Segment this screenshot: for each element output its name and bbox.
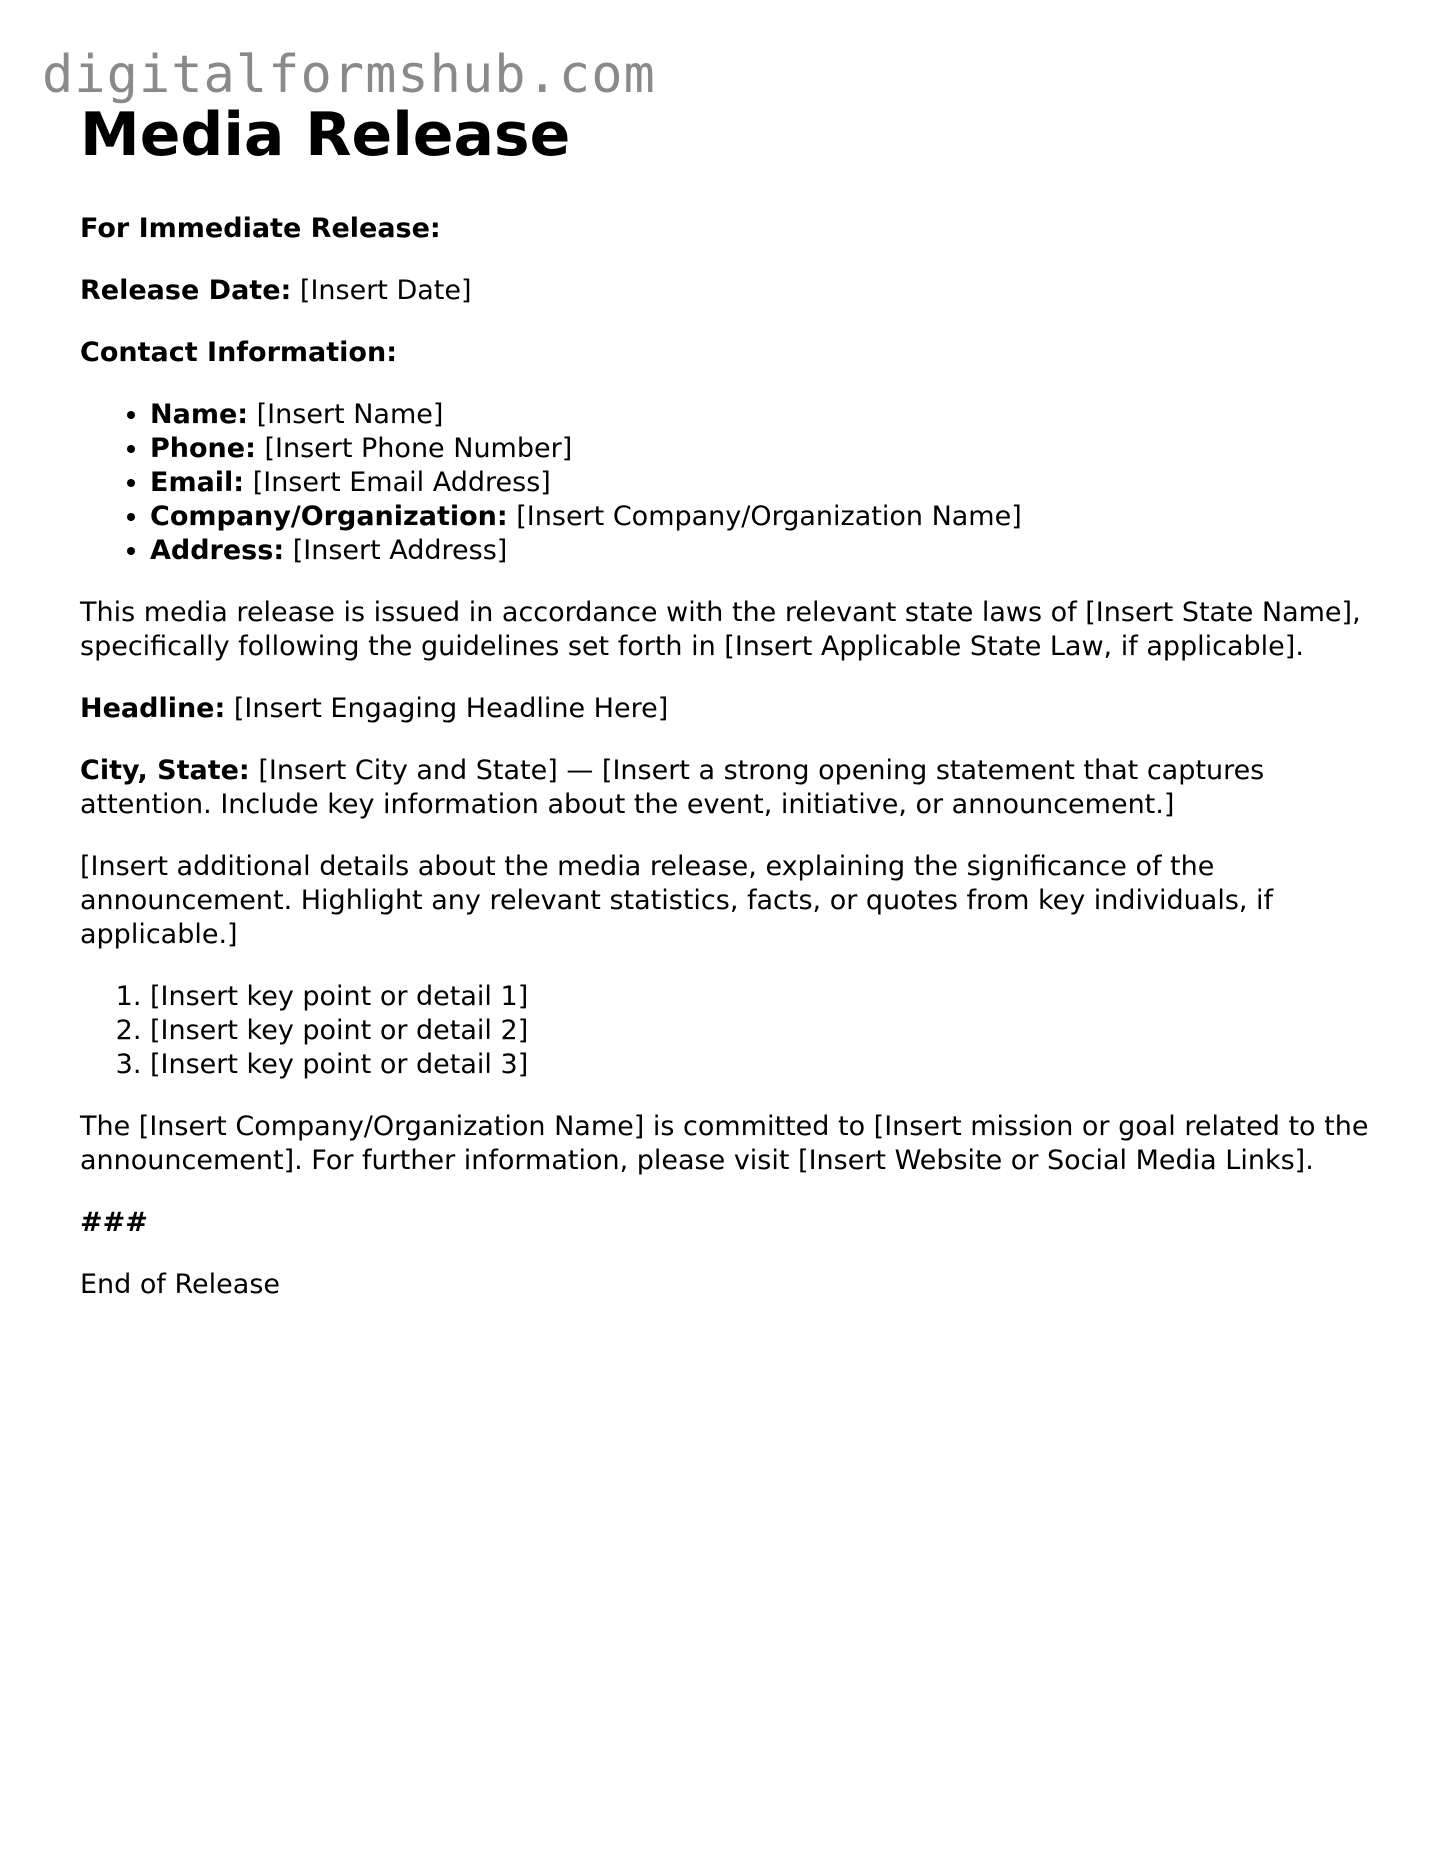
city-state-label: City, State: (80, 755, 250, 786)
contact-heading-text: Contact Information: (80, 337, 397, 368)
contact-label: Address: (150, 535, 285, 566)
city-state-paragraph (80, 754, 1370, 822)
release-date-value: [Insert Date] (291, 275, 472, 306)
document-title: Media Release (80, 100, 571, 170)
end-marker: ### (80, 1207, 148, 1238)
headline-line (80, 692, 1370, 726)
key-points-list (80, 980, 1370, 1082)
contact-label: Email: (150, 467, 245, 498)
key-point-item: 1. [Insert key point or detail 1] (150, 980, 1370, 1014)
contact-label: Company/Organization: (150, 501, 508, 532)
contact-item-address (150, 534, 1370, 568)
release-date-label: Release Date: (80, 275, 292, 306)
release-date-line (80, 274, 1370, 308)
immediate-release-text: For Immediate Release: (80, 213, 441, 244)
end-of-release: End of Release (80, 1269, 280, 1300)
contact-value: [Insert Name] (248, 399, 444, 430)
immediate-release-label (80, 212, 1370, 246)
contact-value: [Insert Phone Number] (255, 433, 573, 464)
city-state-value: [Insert City and State] — [Insert a strong opening statement that captures attention. Include key information about the event, initiative, or announcement.] (80, 755, 1265, 820)
contact-label: Phone: (150, 433, 256, 464)
closing-paragraph: The [Insert Company/Organization Name] is committed to [Insert mission or goal related to the announcement]. For further information, please visit [Insert Website or Social Media Links]. (80, 1111, 1369, 1176)
contact-value: [Insert Company/Organization Name] (507, 501, 1022, 532)
headline-label: Headline: (80, 693, 226, 724)
key-point-item: 3. [Insert key point or detail 3] (150, 1048, 1370, 1082)
details-paragraph: [Insert additional details about the media release, explaining the significance of the announcement. Highlight any relevant statistics, facts, or quotes from key individuals, if applicable.] (80, 851, 1274, 950)
contact-item-phone (150, 432, 1370, 466)
contact-list (80, 398, 1370, 568)
contact-item-name (150, 398, 1370, 432)
intro-paragraph: This media release is issued in accordance with the relevant state laws of [Insert State Name], specifically following the guidelines set forth in [Insert Applicable State Law, if applicable]. (80, 597, 1361, 662)
contact-heading (80, 336, 1370, 370)
contact-item-email (150, 466, 1370, 500)
headline-value: [Insert Engaging Headline Here] (225, 693, 669, 724)
contact-value: [Insert Address] (284, 535, 508, 566)
end-marker-line (80, 1206, 1370, 1240)
watermark-logo: digitalformshub.com (42, 45, 656, 105)
key-point-item: 2. [Insert key point or detail 2] (150, 1014, 1370, 1048)
contact-item-company (150, 500, 1370, 534)
contact-value: [Insert Email Address] (244, 467, 551, 498)
contact-label: Name: (150, 399, 249, 430)
document-body (80, 98, 1370, 1330)
